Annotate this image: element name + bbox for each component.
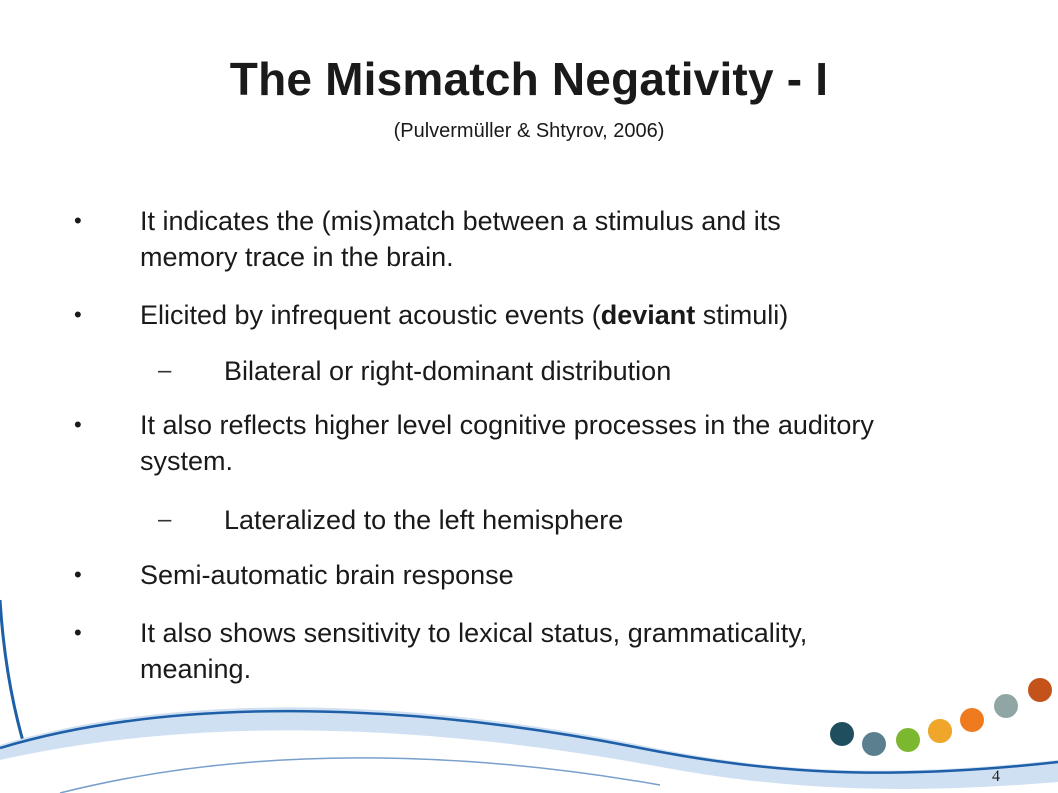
sub-bullet-text: Lateralized to the left hemisphere	[224, 505, 624, 535]
dot-1	[830, 722, 854, 746]
dot-7	[1028, 678, 1052, 702]
bullet-text-bold: deviant	[600, 300, 696, 330]
bullet-dot: •	[74, 620, 82, 645]
bullet-text-line: memory trace in the brain.	[140, 242, 454, 272]
slide-subtitle: (Pulvermüller & Shtyrov, 2006)	[393, 120, 665, 142]
bullet-dot: •	[74, 208, 82, 233]
bullet-text: Semi-automatic brain response	[140, 560, 514, 590]
sub-bullet-text: Bilateral or right-dominant distribution	[224, 356, 672, 386]
bullet-text-line: It also shows sensitivity to lexical status, grammaticality,	[140, 618, 808, 648]
bullet-text	[140, 297, 1020, 333]
bullet-text	[140, 407, 1020, 479]
bullet-text-pre: Elicited by infrequent acoustic events (	[140, 300, 601, 330]
page-number: 4	[992, 768, 1000, 785]
bullet-text-line: meaning.	[140, 654, 252, 684]
slide-title: The Mismatch Negativity - I	[229, 53, 829, 105]
bullet-dot: •	[74, 412, 82, 437]
dot-5	[960, 708, 984, 732]
bullet-text-line: It indicates the (mis)match between a stimulus and its	[140, 206, 781, 236]
bullet-text-post: stimuli)	[695, 300, 789, 330]
dot-4-orange	[928, 719, 952, 743]
bullet-text	[140, 203, 1020, 275]
dot-3	[896, 728, 920, 752]
dot-6	[994, 694, 1018, 718]
sub-bullet-dash: –	[158, 357, 172, 384]
bullet-text-line: It also reflects higher level cognitive processes in the auditory	[140, 410, 874, 440]
bullet-text-line: system.	[140, 446, 234, 476]
dot-2	[862, 732, 886, 756]
sub-bullet-dash: –	[158, 506, 172, 533]
bullet-text	[140, 615, 1020, 687]
bullet-dot: •	[74, 562, 82, 587]
bullet-dot: •	[74, 302, 82, 327]
